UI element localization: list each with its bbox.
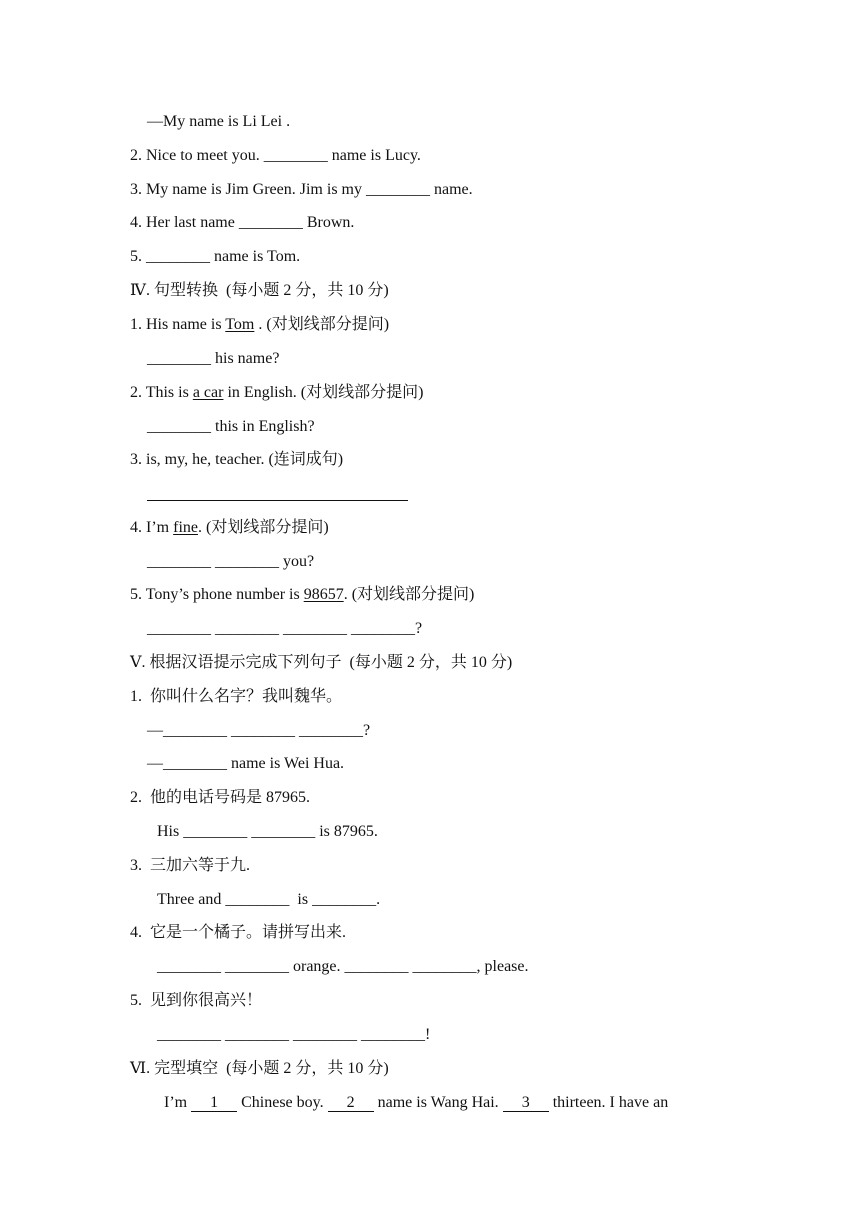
question-text: 5. Tony’s phone number is xyxy=(130,586,304,603)
question-line: 1. 你叫什么名字？我叫魏华。 xyxy=(130,688,343,705)
answer-line: ________ ________ orange. ________ ________, please. xyxy=(157,958,529,975)
question-line: 5. ________ name is Tom. xyxy=(130,248,301,265)
cloze-text: Chinese boy. xyxy=(237,1094,328,1111)
question-text: . (对划线部分提问) xyxy=(254,316,390,333)
question-line xyxy=(130,585,474,605)
question-line: 4. 它是一个橘子。请拼写出来. xyxy=(130,924,347,941)
question-line: 5. 见到你很高兴！ xyxy=(130,992,263,1009)
answer-line: ________ ________ you? xyxy=(147,553,315,570)
question-line xyxy=(130,315,389,335)
cloze-blank: 3 xyxy=(503,1095,549,1112)
underlined-word: a car xyxy=(192,384,224,401)
cloze-text: thirteen. I have an xyxy=(548,1094,669,1111)
answer-line: —________ ________ ________? xyxy=(147,722,371,739)
question-text: . (对划线部分提问) xyxy=(197,519,329,536)
answer-line: —________ name is Wei Hua. xyxy=(147,755,345,772)
question-line: 3. 三加六等于九. xyxy=(130,857,251,874)
cloze-blank: 1 xyxy=(191,1095,237,1112)
cloze-blank: 2 xyxy=(328,1095,374,1112)
answer-line: ________ ________ ________ ________? xyxy=(147,620,423,637)
answer-line: His ________ ________ is 87965. xyxy=(157,823,378,840)
question-text: 2. This is xyxy=(130,384,193,401)
answer-blank-rule xyxy=(147,500,408,501)
question-line: 3. My name is Jim Green. Jim is my ________ name. xyxy=(130,181,473,198)
underlined-word: 98657 xyxy=(303,586,344,603)
question-text: in English. (对划线部分提问) xyxy=(223,384,424,401)
section-heading-v: Ⅴ. 根据汉语提示完成下列句子 (每小题 2 分，共 10 分) xyxy=(130,654,513,671)
answer-line: ________ this in English? xyxy=(147,418,315,435)
answer-line: Three and ________ is ________. xyxy=(157,891,381,908)
underlined-word: fine xyxy=(173,519,198,536)
cloze-text: I’m xyxy=(164,1094,192,1111)
section-heading-vi: Ⅵ. 完型填空 (每小题 2 分，共 10 分) xyxy=(130,1060,389,1077)
question-text: . (对划线部分提问) xyxy=(343,586,475,603)
answer-line: ________ ________ ________ ________! xyxy=(157,1026,431,1043)
answer-line: ________ his name? xyxy=(147,350,280,367)
question-line xyxy=(130,383,423,403)
section-heading-iv: Ⅳ. 句型转换 (每小题 2 分，共 10 分) xyxy=(130,282,389,299)
question-line: 2. Nice to meet you. ________ name is Lucy. xyxy=(130,147,421,164)
question-line: 4. Her last name ________ Brown. xyxy=(130,214,355,231)
question-text: 1. His name is xyxy=(130,316,226,333)
question-line: 2. 他的电话号码是 87965. xyxy=(130,789,311,806)
question-line xyxy=(130,518,329,538)
question-text: 4. I’m xyxy=(130,519,174,536)
answer-line: —My name is Li Lei . xyxy=(147,113,291,130)
question-line: 3. is, my, he, teacher. (连词成句) xyxy=(130,451,344,468)
underlined-word: Tom xyxy=(225,316,255,333)
cloze-passage-line xyxy=(164,1093,668,1113)
cloze-text: name is Wang Hai. xyxy=(373,1094,503,1111)
